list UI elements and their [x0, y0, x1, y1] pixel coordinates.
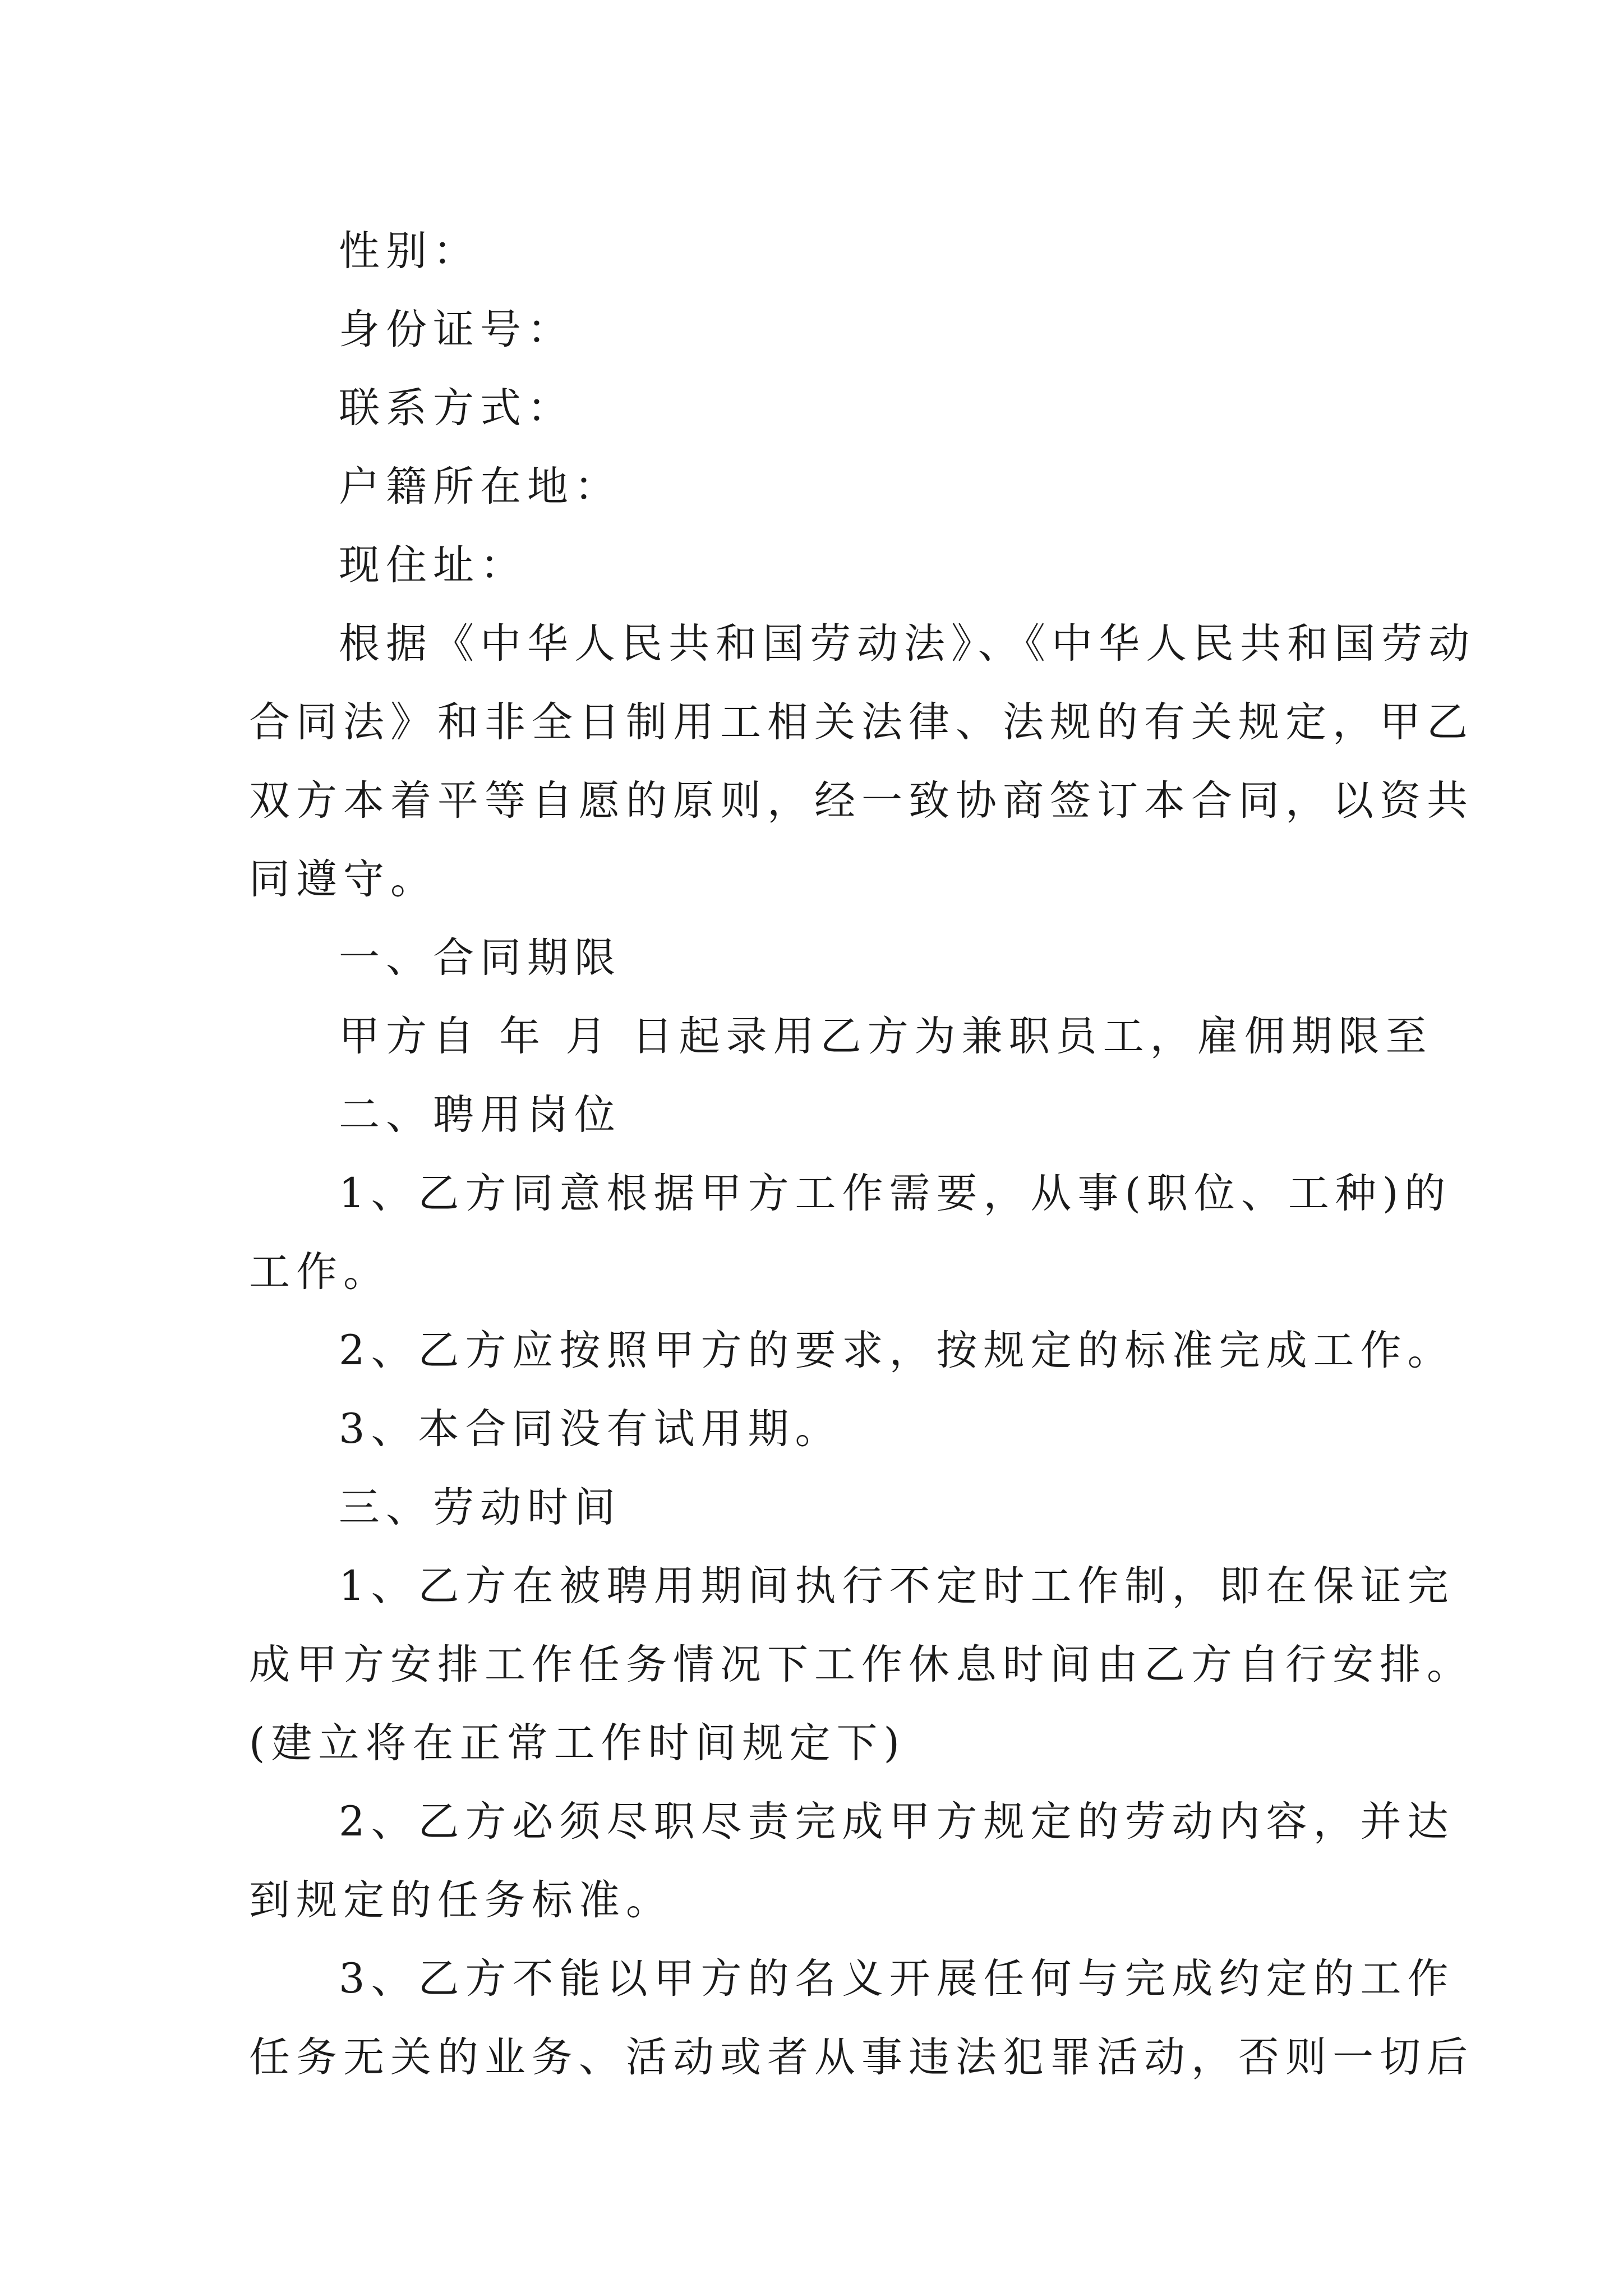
field-current-address: 现住址：	[339, 541, 527, 589]
section-heading-term: 一、合同期限	[339, 934, 621, 982]
field-contact: 联系方式：	[339, 384, 574, 432]
field-gender: 性别：	[339, 227, 480, 275]
clause-line: 3、乙方不能以甲方的名义开展任何与完成约定的工作	[339, 1955, 1455, 2003]
field-household-registration: 户籍所在地：	[339, 463, 621, 510]
clause-line: 工作。	[249, 1248, 390, 1296]
clause-line: 3、本合同没有试用期。	[339, 1405, 842, 1453]
clause-line: 任务无关的业务、活动或者从事违法犯罪活动，否则一切后	[249, 2033, 1474, 2081]
clause-line: 1、乙方同意根据甲方工作需要，从事(职位、工种)的	[339, 1170, 1452, 1217]
clause-line: (建立将在正常工作时间规定下)	[249, 1719, 906, 1767]
preamble-line: 合同法》和非全日制用工相关法律、法规的有关规定，甲乙	[249, 698, 1474, 746]
clause-line: 成甲方安排工作任务情况下工作休息时间由乙方自行安排。	[249, 1641, 1474, 1688]
preamble-line: 双方本着平等自愿的原则，经一致协商签订本合同，以资共	[249, 777, 1474, 825]
preamble-line: 根据《中华人民共和国劳动法》、《中华人民共和国劳动	[339, 620, 1476, 668]
clause-line: 1、乙方在被聘用期间执行不定时工作制，即在保证完	[339, 1562, 1455, 1610]
clause-line: 2、乙方应按照甲方的要求，按规定的标准完成工作。	[339, 1327, 1455, 1374]
field-id-number: 身份证号：	[339, 306, 574, 353]
document-body	[249, 212, 1476, 2097]
section-heading-position: 二、聘用岗位	[339, 1091, 621, 1139]
clause-line: 2、乙方必须尽职尽责完成甲方规定的劳动内容，并达	[339, 1798, 1455, 1846]
section-heading-working-time: 三、劳动时间	[339, 1484, 621, 1531]
preamble-line: 同遵守。	[249, 855, 437, 903]
clause-line: 到规定的任务标准。	[249, 1876, 673, 1924]
clause-line: 甲方自 年 月 日起录用乙方为兼职员工，雇佣期限至	[339, 1013, 1433, 1060]
